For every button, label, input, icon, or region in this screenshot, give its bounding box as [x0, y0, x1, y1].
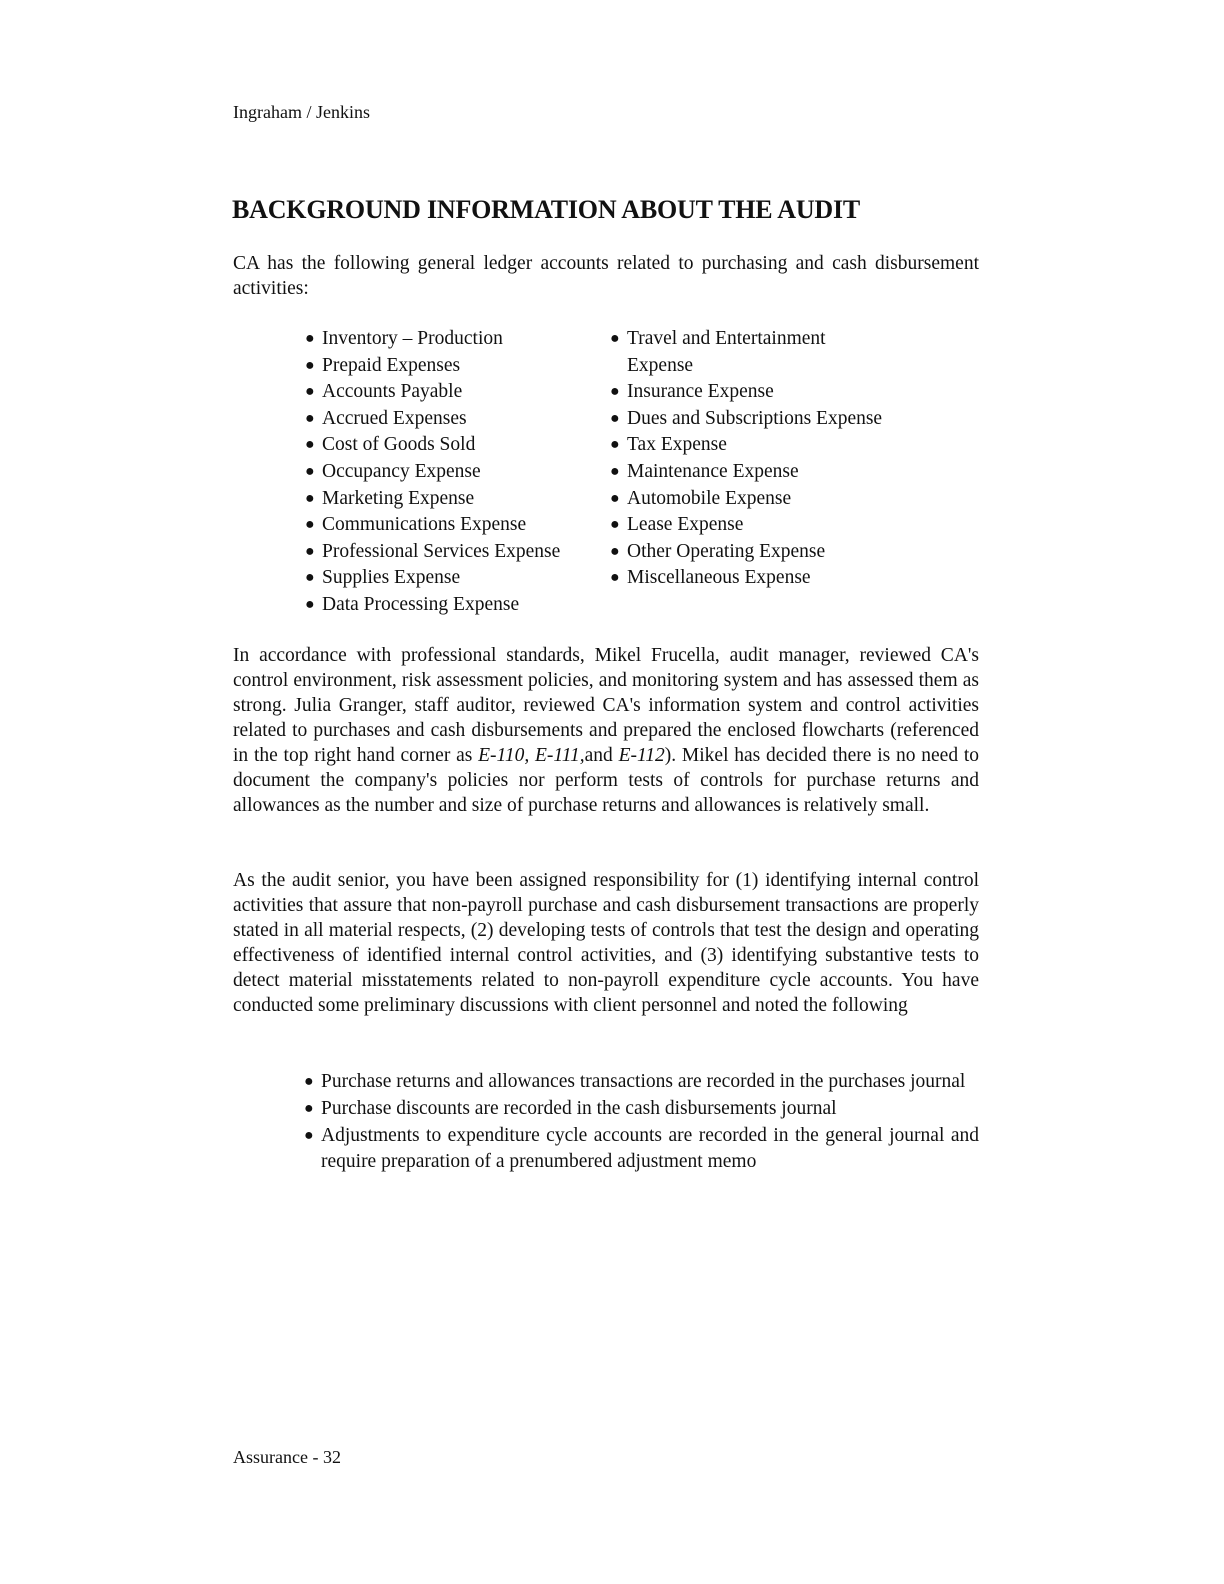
assignment-paragraph: As the audit senior, you have been assigned responsibility for (1) identifying internal control activities that assure that non-payroll purchase and cash disbursement transactions are properly stated in all material respects, (2) developing tests of controls that test the design and operating effectiveness of identified internal control activities, and (3) identifying substantive tests to detect material misstatements related to non-payroll expenditure cycle accounts. You have conducted some preliminary discussions with client personnel and noted the following — [233, 870, 979, 1016]
flowchart-ref-e111: E-111, — [534, 745, 585, 766]
account-label: Inventory – Production — [322, 328, 503, 349]
account-item — [610, 565, 950, 592]
bullet-icon: ● — [305, 569, 315, 587]
bullet-icon: ● — [610, 409, 620, 427]
account-item — [305, 406, 605, 433]
bullet-icon: ● — [610, 569, 620, 587]
flowchart-ref-e112: E-112 — [618, 745, 665, 766]
account-list-column-1 — [305, 326, 605, 619]
account-label: Travel and Entertainment Expense — [627, 328, 826, 376]
account-label: Accrued Expenses — [322, 407, 467, 429]
account-item — [610, 539, 950, 566]
account-item — [610, 432, 950, 459]
account-label: Data Processing Expense — [322, 593, 520, 615]
intro-paragraph: CA has the following general ledger accounts related to purchasing and cash disbursement activities: — [233, 253, 979, 299]
account-label: Other Operating Expense — [627, 540, 826, 562]
standards-text-and: and — [584, 745, 619, 766]
note-item — [304, 1096, 979, 1122]
account-item — [305, 432, 605, 459]
account-item — [305, 486, 605, 513]
account-label: Communications Expense — [322, 514, 527, 536]
account-label: Lease Expense — [627, 514, 744, 536]
account-list-column-2 — [610, 326, 950, 592]
account-item — [305, 592, 605, 619]
bullet-icon: ● — [305, 409, 315, 427]
account-item — [610, 486, 950, 513]
bullet-icon: ● — [610, 462, 620, 480]
bullet-icon: ● — [305, 330, 315, 347]
note-text: Adjustments to expenditure cycle accounts are recorded in the general journal and require preparation of a prenumbered adjustment memo — [321, 1125, 979, 1172]
account-label: Automobile Expense — [627, 487, 792, 509]
account-item — [305, 326, 605, 353]
flowchart-ref-e110: E-110, — [478, 745, 530, 766]
account-item — [610, 326, 862, 379]
standards-text-before: In accordance with professional standards, Mikel Frucella, audit manager, reviewed CA's control environment, risk assessment policies, and monitoring system and has assessed them as strong. Julia Granger, staff auditor, reviewed CA's information system and control activities related to purchases and cash disbursements and prepared the enclosed flowcharts (referenced in the top right hand corner as — [233, 645, 979, 766]
notes-list — [304, 1069, 979, 1176]
bullet-icon: ● — [304, 1100, 314, 1117]
bullet-icon: ● — [610, 489, 620, 507]
account-item — [305, 565, 605, 592]
account-label: Professional Services Expense — [322, 540, 561, 562]
account-label: Cost of Goods Sold — [322, 434, 476, 456]
account-item — [305, 459, 605, 486]
bullet-icon: ● — [610, 516, 620, 534]
account-label: Miscellaneous Expense — [627, 567, 811, 589]
account-label: Supplies Expense — [322, 567, 461, 589]
bullet-icon: ● — [610, 330, 620, 347]
account-label: Marketing Expense — [322, 487, 475, 509]
bullet-icon: ● — [305, 542, 315, 560]
note-text: Purchase discounts are recorded in the cash disbursements journal — [321, 1098, 837, 1119]
bullet-icon: ● — [610, 436, 620, 454]
account-label: Occupancy Expense — [322, 460, 481, 482]
bullet-icon: ● — [305, 595, 315, 613]
account-item — [305, 539, 605, 566]
bullet-icon: ● — [610, 383, 620, 401]
bullet-icon: ● — [610, 542, 620, 560]
account-item — [610, 379, 950, 406]
bullet-icon: ● — [304, 1073, 314, 1090]
bullet-icon: ● — [305, 356, 315, 374]
account-item — [305, 353, 605, 380]
account-label: Dues and Subscriptions Expense — [627, 407, 883, 429]
account-item — [305, 379, 605, 406]
bullet-icon: ● — [305, 462, 315, 480]
bullet-icon: ● — [305, 516, 315, 534]
account-label: Insurance Expense — [627, 381, 774, 403]
account-item — [610, 459, 950, 486]
account-label: Tax Expense — [627, 434, 727, 456]
note-item — [304, 1069, 979, 1095]
bullet-icon: ● — [305, 489, 315, 507]
standards-text-after: ). Mikel has decided there is no need to document the company's policies nor perform tests of controls for purchase returns and allowances as the number and size of purchase returns and allowances is relatively small. — [233, 745, 980, 816]
bullet-icon: ● — [305, 436, 315, 454]
page-title: BACKGROUND INFORMATION ABOUT THE AUDIT — [232, 195, 861, 224]
bullet-icon: ● — [305, 383, 315, 401]
note-text: Purchase returns and allowances transactions are recorded in the purchases journal — [321, 1071, 966, 1092]
account-item — [610, 406, 950, 433]
account-item — [610, 512, 950, 539]
account-label: Prepaid Expenses — [322, 354, 461, 376]
running-header: Ingraham / Jenkins — [233, 102, 370, 122]
account-item — [305, 512, 605, 539]
standards-paragraph — [233, 643, 979, 818]
page-footer: Assurance - 32 — [233, 1447, 341, 1467]
bullet-icon: ● — [304, 1127, 314, 1144]
account-label: Accounts Payable — [322, 381, 463, 403]
account-label: Maintenance Expense — [627, 460, 799, 482]
note-item — [304, 1123, 979, 1175]
